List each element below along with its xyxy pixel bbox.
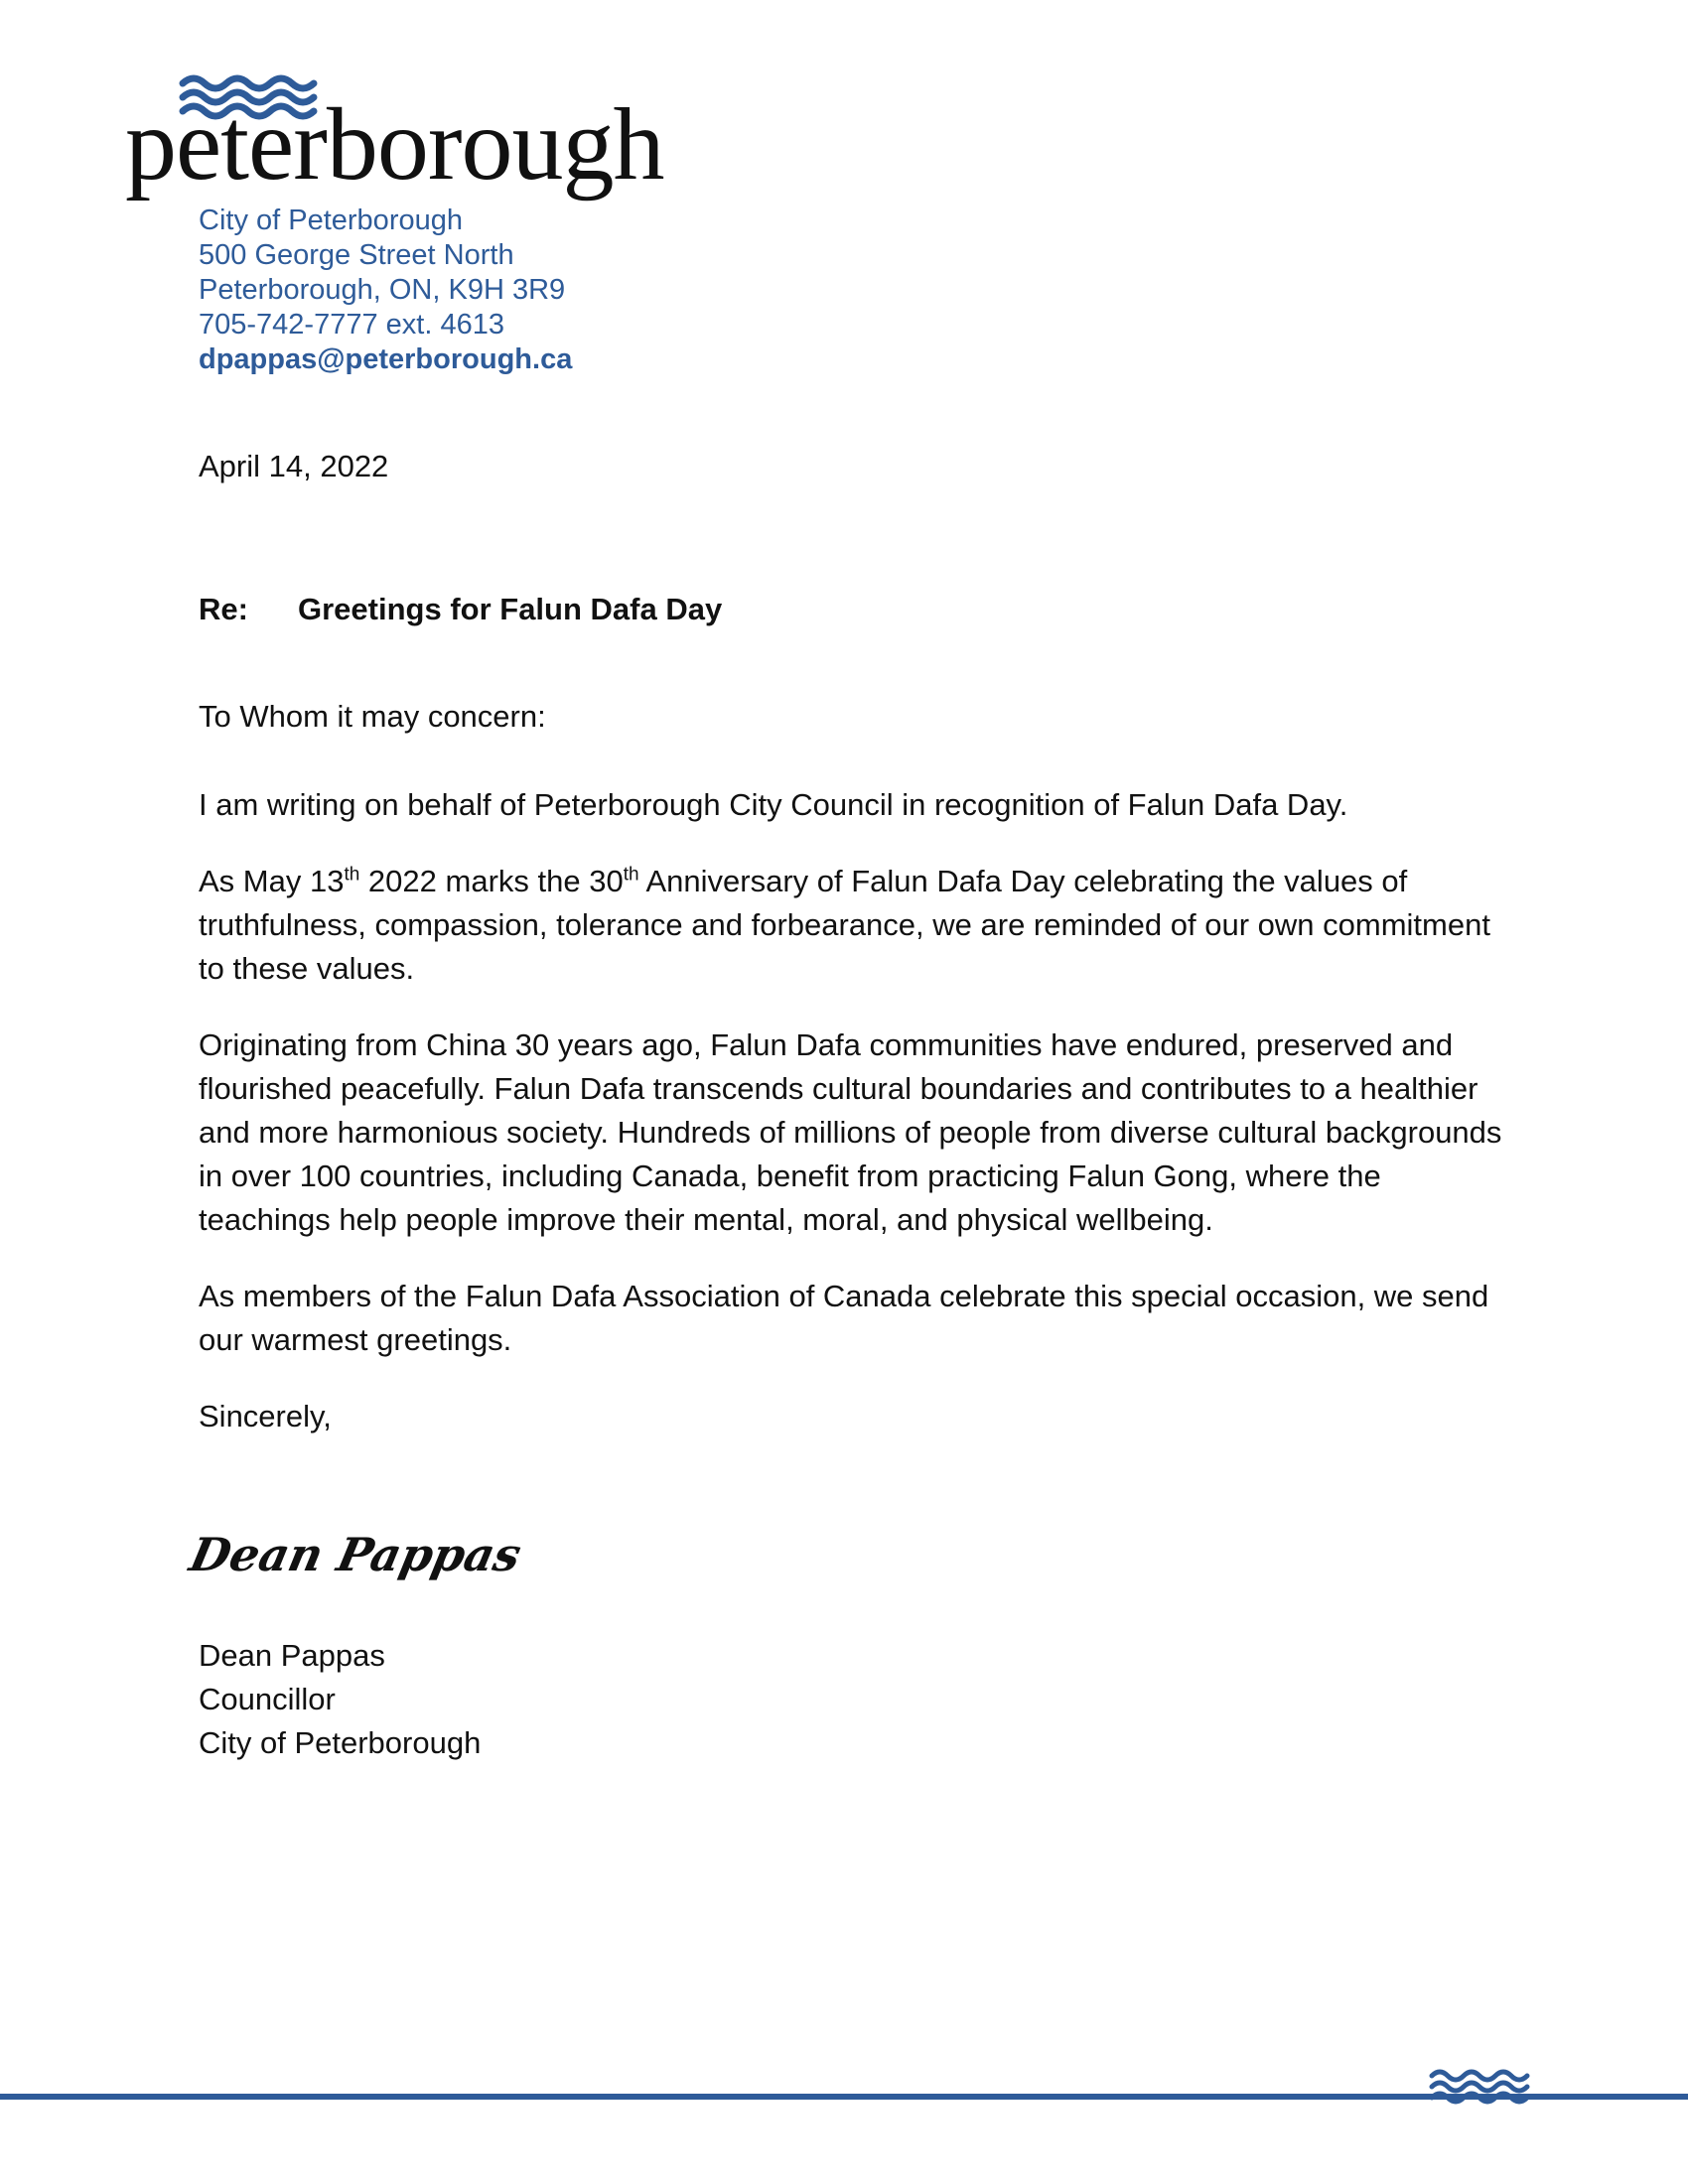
letter-date: April 14, 2022 — [199, 449, 389, 483]
email-link[interactable]: dpappas@peterborough.ca — [199, 343, 573, 375]
signer-title: Councillor — [199, 1682, 336, 1716]
paragraph-2-text: As May 13 — [199, 864, 345, 898]
paragraph-2-text: Anniversary of Falun Dafa Day celebrating the values of truthfulness, compassion, tolerance and forbearance, we are reminded of our own commitment to these values. — [199, 864, 1490, 986]
signer-organization: City of Peterborough — [199, 1725, 482, 1760]
peterborough-logo — [125, 73, 664, 212]
svg-text:Dean Pappas: Dean Pappas — [185, 1527, 526, 1581]
address-line: 500 George Street North — [199, 239, 514, 271]
salutation: To Whom it may concern: — [199, 699, 546, 734]
waves-icon — [1430, 2068, 1533, 2108]
paragraph-2 — [199, 860, 1509, 991]
paragraph-2-text: 2022 marks the 30 — [359, 864, 624, 898]
phone-number: 705-742-7777 ext. 4613 — [199, 309, 504, 341]
address-line: Peterborough, ON, K9H 3R9 — [199, 274, 566, 306]
paragraph-4: As members of the Falun Dafa Association of Canada celebrate this special occasion, we send our warmest greetings. — [199, 1279, 1489, 1357]
sender-address — [199, 204, 572, 377]
ordinal-suffix: th — [623, 864, 639, 886]
subject-label: Re: — [199, 592, 248, 626]
subject-line — [199, 592, 722, 627]
closing: Sincerely, — [199, 1399, 332, 1433]
letter-body — [199, 695, 1509, 1471]
address-line: City of Peterborough — [199, 205, 463, 236]
ordinal-suffix: th — [344, 864, 360, 886]
logo-wordmark-suffix: borough — [326, 87, 664, 202]
signer-block — [199, 1634, 481, 1765]
subject-text: Greetings for Falun Dafa Day — [298, 592, 723, 626]
signature-image — [185, 1519, 526, 1588]
paragraph-1: I am writing on behalf of Peterborough City Council in recognition of Falun Dafa Day. — [199, 787, 1348, 822]
paragraph-3: Originating from China 30 years ago, Falun Dafa communities have endured, preserved and flourished peacefully. Falun Dafa transcends cultural boundaries and contributes to a healthier and more harmonious society. Hundreds of millions of people from diverse cultural backgrounds in over 100 countries, including Canada, benefit from practicing Falun Gong, where the teachings help people improve their mental, moral, and physical wellbeing. — [199, 1027, 1502, 1237]
logo-wordmark-prefix: peter — [125, 87, 327, 202]
signer-name: Dean Pappas — [199, 1638, 385, 1673]
logo-wordmark — [125, 87, 664, 202]
